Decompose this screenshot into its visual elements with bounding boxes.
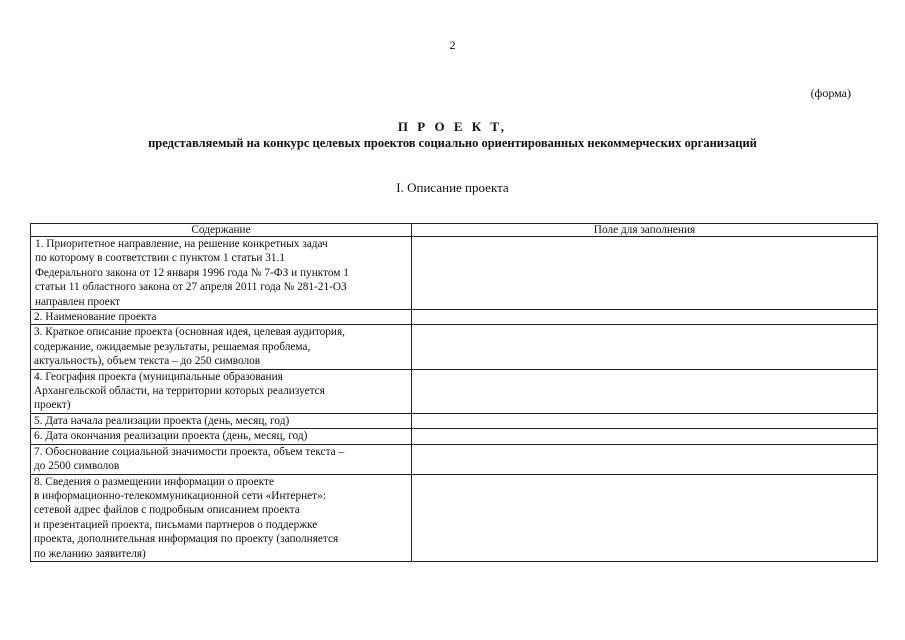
row-fill-field[interactable] [412,369,878,413]
form-label: (форма) [810,86,851,100]
row-fill-field[interactable] [412,237,878,310]
row-description: 5. Дата начала реализации проекта (день, месяц, год) [31,413,412,428]
column-header-content: Содержание [31,224,412,237]
row-fill-field[interactable] [412,310,878,325]
document-subtitle: представляемый на конкурс целевых проектов социально ориентированных некоммерческих организаций [148,136,757,150]
project-form-table [30,223,878,562]
page-number: 2 [449,38,456,52]
row-description: 6. Дата окончания реализации проекта (день, месяц, год) [31,429,412,444]
row-description: 3. Краткое описание проекта (основная идея, целевая аудитория, содержание, ожидаемые результаты, решаемая проблема, актуальность), объем текста – до 250 символов [31,325,412,369]
row-fill-field[interactable] [412,429,878,444]
table-row [31,474,878,561]
row-description: 1. Приоритетное направление, на решение конкретных задач по которому в соответствии с пунктом 1 статьи 31.1 Федерального закона от 12 января 1996 года № 7-ФЗ и пунктом 1 статьи 11 областного закона от 27 апреля 2011 года № 281-21-ОЗ направлен проект [31,237,412,310]
table-row [31,429,878,444]
table-row [31,237,878,310]
table-row [31,444,878,474]
row-description: 7. Обоснование социальной значимости проекта, объем текста – до 2500 символов [31,444,412,474]
row-description: 2. Наименование проекта [31,310,412,325]
table-row [31,310,878,325]
table-row [31,369,878,413]
section-heading: I. Описание проекта [396,180,509,195]
table-row [31,325,878,369]
row-description: 8. Сведения о размещении информации о проекте в информационно-телекоммуникационной сети «Интернет»: сетевой адрес файлов с подробным описанием проекта и презентацией проекта, письмами партнеров о поддержке проекта, дополнительная информация по проекту (заполняется по желанию заявителя) [31,474,412,561]
document-title: П Р О Е К Т, [397,119,508,134]
column-header-fill-field: Поле для заполнения [412,224,878,237]
row-fill-field[interactable] [412,325,878,369]
row-fill-field[interactable] [412,474,878,561]
table-row [31,413,878,428]
row-fill-field[interactable] [412,413,878,428]
row-fill-field[interactable] [412,444,878,474]
row-description: 4. География проекта (муниципальные образования Архангельской области, на территории которых реализуется проект) [31,369,412,413]
table-header-row [31,224,878,237]
